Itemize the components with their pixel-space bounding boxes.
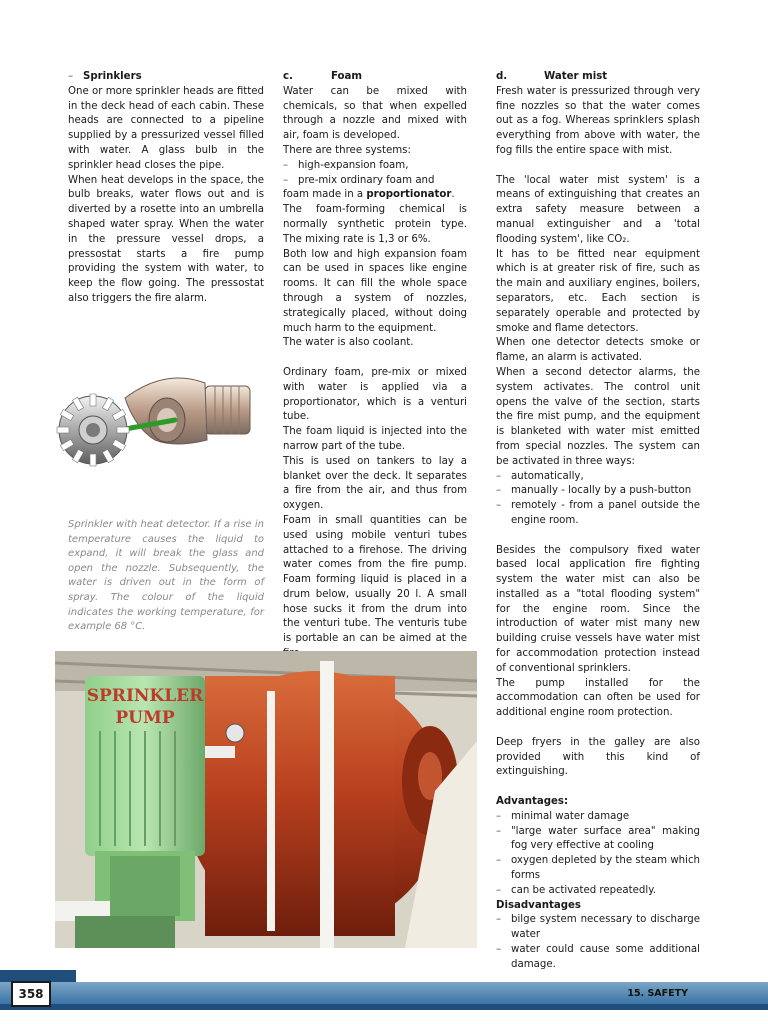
paragraph: The water is also coolant. bbox=[283, 337, 414, 349]
paragraph: There are three systems: bbox=[283, 144, 411, 156]
paragraph: Fresh water is pressurized through very fine nozzles so that the water comes out as a fog. Whereas sprinklers splash everything from above with water, the fog fills the entire space with mist. bbox=[496, 85, 700, 156]
heading-sprinklers: – Sprinklers bbox=[68, 71, 142, 82]
column-water-mist bbox=[496, 70, 700, 973]
list-item: – automatically, bbox=[496, 470, 700, 485]
pump-label-sprinkler: SPRINKLER bbox=[86, 686, 204, 706]
sprinkler-caption: Sprinkler with heat detector. If a rise in temperature causes the liquid to expand, it will break the glass and open the nozzle. Subsequently, the water is driven out in the form of spray. The colour of the liquid indicates the working temperature, for example 68 °C. bbox=[68, 519, 264, 633]
list-item: – water could cause some additional damage. bbox=[496, 943, 700, 973]
paragraph: Ordinary foam, pre-mix or mixed with water is applied via a proportionator, which is a venturi tube. bbox=[283, 366, 467, 423]
sprinkler-head-image bbox=[55, 368, 260, 503]
paragraph: Besides the compulsory fixed water based local application fire fighting system the water mist can also be installed as a "total flooding system" for the engine room. Since the introduction of water mist many new building cruise vessels have water mist for accommodation protection instead of conventional sprinklers. bbox=[496, 544, 700, 674]
paragraph: Water can be mixed with chemicals, so that when expelled through a nozzle and mixed with air, foam is developed. bbox=[283, 85, 467, 142]
disadvantages-heading: Disadvantages bbox=[496, 899, 581, 911]
list-item: – "large water surface area" making fog very effective at cooling bbox=[496, 825, 700, 855]
list-item: – high-expansion foam, bbox=[283, 159, 467, 174]
paragraph: One or more sprinkler heads are fitted in the deck head of each cabin. These heads are connected to a pipeline supplied by a pressurized vessel filled with water. A glass bulb in the sprinkler head closes the pipe. bbox=[68, 85, 264, 171]
paragraph: The pump installed for the accommodation can often be used for additional engine room protection. bbox=[496, 677, 700, 719]
section-title: 15. SAFETY bbox=[627, 988, 688, 999]
paragraph: When heat develops in the space, the bulb breaks, water flows out and is diverted by a rosette into an umbrella shaped water spray. When the water in the pressure vessel drops, a pressostat starts a fire pump providing the system with water, to keep the flow going. The pressostat also triggers the fire alarm. bbox=[68, 174, 264, 304]
list-item: – minimal water damage bbox=[496, 810, 700, 825]
paragraph: The 'local water mist system' is a means of extinguishing that creates an extra safety measure between a manual extinguisher and a 'total flooding system', like CO₂. bbox=[496, 174, 700, 245]
paragraph: The foam-forming chemical is normally synthetic protein type. The mixing rate is 1,3 or 6%. bbox=[283, 204, 467, 245]
pump-label-pump: PUMP bbox=[115, 708, 175, 728]
paragraph: When a second detector alarms, the system activates. The control unit opens the valve of the section, starts the fire mist pump, and the equipment is blanketed with water mist emitted from special nozzles. The system can be activated in three ways: bbox=[496, 366, 700, 467]
page-number: 358 bbox=[11, 981, 51, 1007]
heading-water-mist: d. Water mist bbox=[496, 71, 608, 82]
paragraph: Foam in small quantities can be used using mobile venturi tubes attached to a firehose. The driving water comes from the fire pump. Foam forming liquid is placed in a drum below, usually 20 l. A small hose sucks it from the drum into the venturi tube. The venturis tube is portable an can be aimed at the bbox=[283, 514, 467, 645]
list-item: – can be activated repeatedly. bbox=[496, 884, 700, 899]
paragraph: This is used on tankers to lay a blanket over the deck. It separates a fire from the air, and thus from oxygen. bbox=[283, 455, 467, 512]
paragraph: It has to be fitted near equipment which is at greater risk of fire, such as the main and auxiliary engines, boilers, separators, etc. Each section is separately operable and protected by smoke and flame detectors. bbox=[496, 248, 700, 334]
paragraph: When one detector detects smoke or flame, an alarm is activated. bbox=[496, 337, 700, 364]
list-item: – pre-mix ordinary foam and bbox=[283, 174, 467, 189]
list-item: – manually - locally by a push-button bbox=[496, 484, 700, 499]
column-foam bbox=[283, 70, 467, 662]
heading-foam: c. Foam bbox=[283, 71, 363, 82]
list-item: – bilge system necessary to discharge water bbox=[496, 913, 700, 943]
paragraph: The foam liquid is injected into the narrow part of the tube. bbox=[283, 426, 467, 452]
list-item: – remotely - from a panel outside the engine room. bbox=[496, 499, 700, 529]
advantages-heading: Advantages: bbox=[496, 796, 569, 808]
paragraph: foam made in a proportionator. bbox=[283, 189, 455, 201]
sprinkler-pump-photo bbox=[55, 651, 477, 948]
footer-line bbox=[0, 1004, 768, 1010]
list-item: – oxygen depleted by the steam which forms bbox=[496, 854, 700, 884]
column-sprinklers bbox=[68, 70, 264, 307]
paragraph: Deep fryers in the galley are also provided with this kind of extinguishing. bbox=[496, 736, 700, 778]
paragraph: Both low and high expansion foam can be used in spaces like engine rooms. It can fill the whole space through a system of nozzles, strategically placed, without doing much harm to the equipment. bbox=[283, 248, 467, 334]
